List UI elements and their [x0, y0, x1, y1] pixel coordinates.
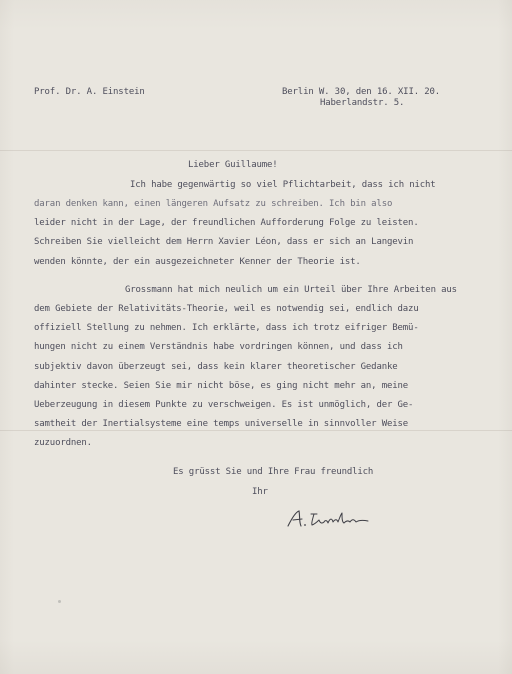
sender-line: Prof. Dr. A. Einstein — [34, 87, 145, 97]
paragraph1-line: Schreiben Sie vielleicht dem Herrn Xavier Léon, dass er sich an Langevin — [34, 237, 414, 247]
paragraph2-line: Ueberzeugung in diesem Punkte zu verschweigen. Es ist unmöglich, der Ge- — [34, 400, 414, 410]
signature — [284, 506, 374, 532]
paragraph1-line: Ich habe gegenwärtig so viel Pflichtarbeit, dass ich nicht — [130, 180, 436, 190]
salutation: Lieber Guillaume! — [188, 160, 278, 170]
paragraph1-line: leider nicht in der Lage, der freundlichen Aufforderung Folge zu leisten. — [34, 218, 419, 228]
closing-line: Es grüsst Sie und Ihre Frau freundlich — [173, 467, 374, 477]
paragraph2-line: offiziell Stellung zu nehmen. Ich erklärte, dass ich trotz eifriger Bemü- — [34, 323, 419, 333]
paragraph2-line: zuzuordnen. — [34, 438, 92, 448]
closing-ihr: Ihr — [252, 487, 268, 497]
paragraph2-line: hungen nicht zu einem Verständnis habe vordringen können, und dass ich — [34, 342, 403, 352]
paragraph1-line: daran denken kann, einen längeren Aufsatz zu schreiben. Ich bin also — [34, 199, 393, 209]
paragraph2-line: subjektiv davon überzeugt sei, dass kein klarer theoretischer Gedanke — [34, 362, 398, 372]
paragraph2-line: dem Gebiete der Relativitäts-Theorie, weil es notwendig sei, endlich dazu — [34, 304, 419, 314]
paragraph2-line: samtheit der Inertialsysteme eine temps universelle in sinnvoller Weise — [34, 419, 409, 429]
place-date-line: Berlin W. 30, den 16. XII. 20. — [282, 87, 441, 97]
paper-fold-line — [0, 150, 512, 151]
street-line: Haberlandstr. 5. — [320, 98, 405, 108]
paragraph1-line: wenden könnte, der ein ausgezeichneter Kenner der Theorie ist. — [34, 257, 361, 267]
paragraph2-line: dahinter stecke. Seien Sie mir nicht böse, es ging nicht mehr an, meine — [34, 381, 409, 391]
paper-fold-line — [0, 430, 512, 431]
paragraph2-line: Grossmann hat mich neulich um ein Urteil über Ihre Arbeiten aus — [125, 285, 457, 295]
paper-mark — [58, 600, 61, 603]
